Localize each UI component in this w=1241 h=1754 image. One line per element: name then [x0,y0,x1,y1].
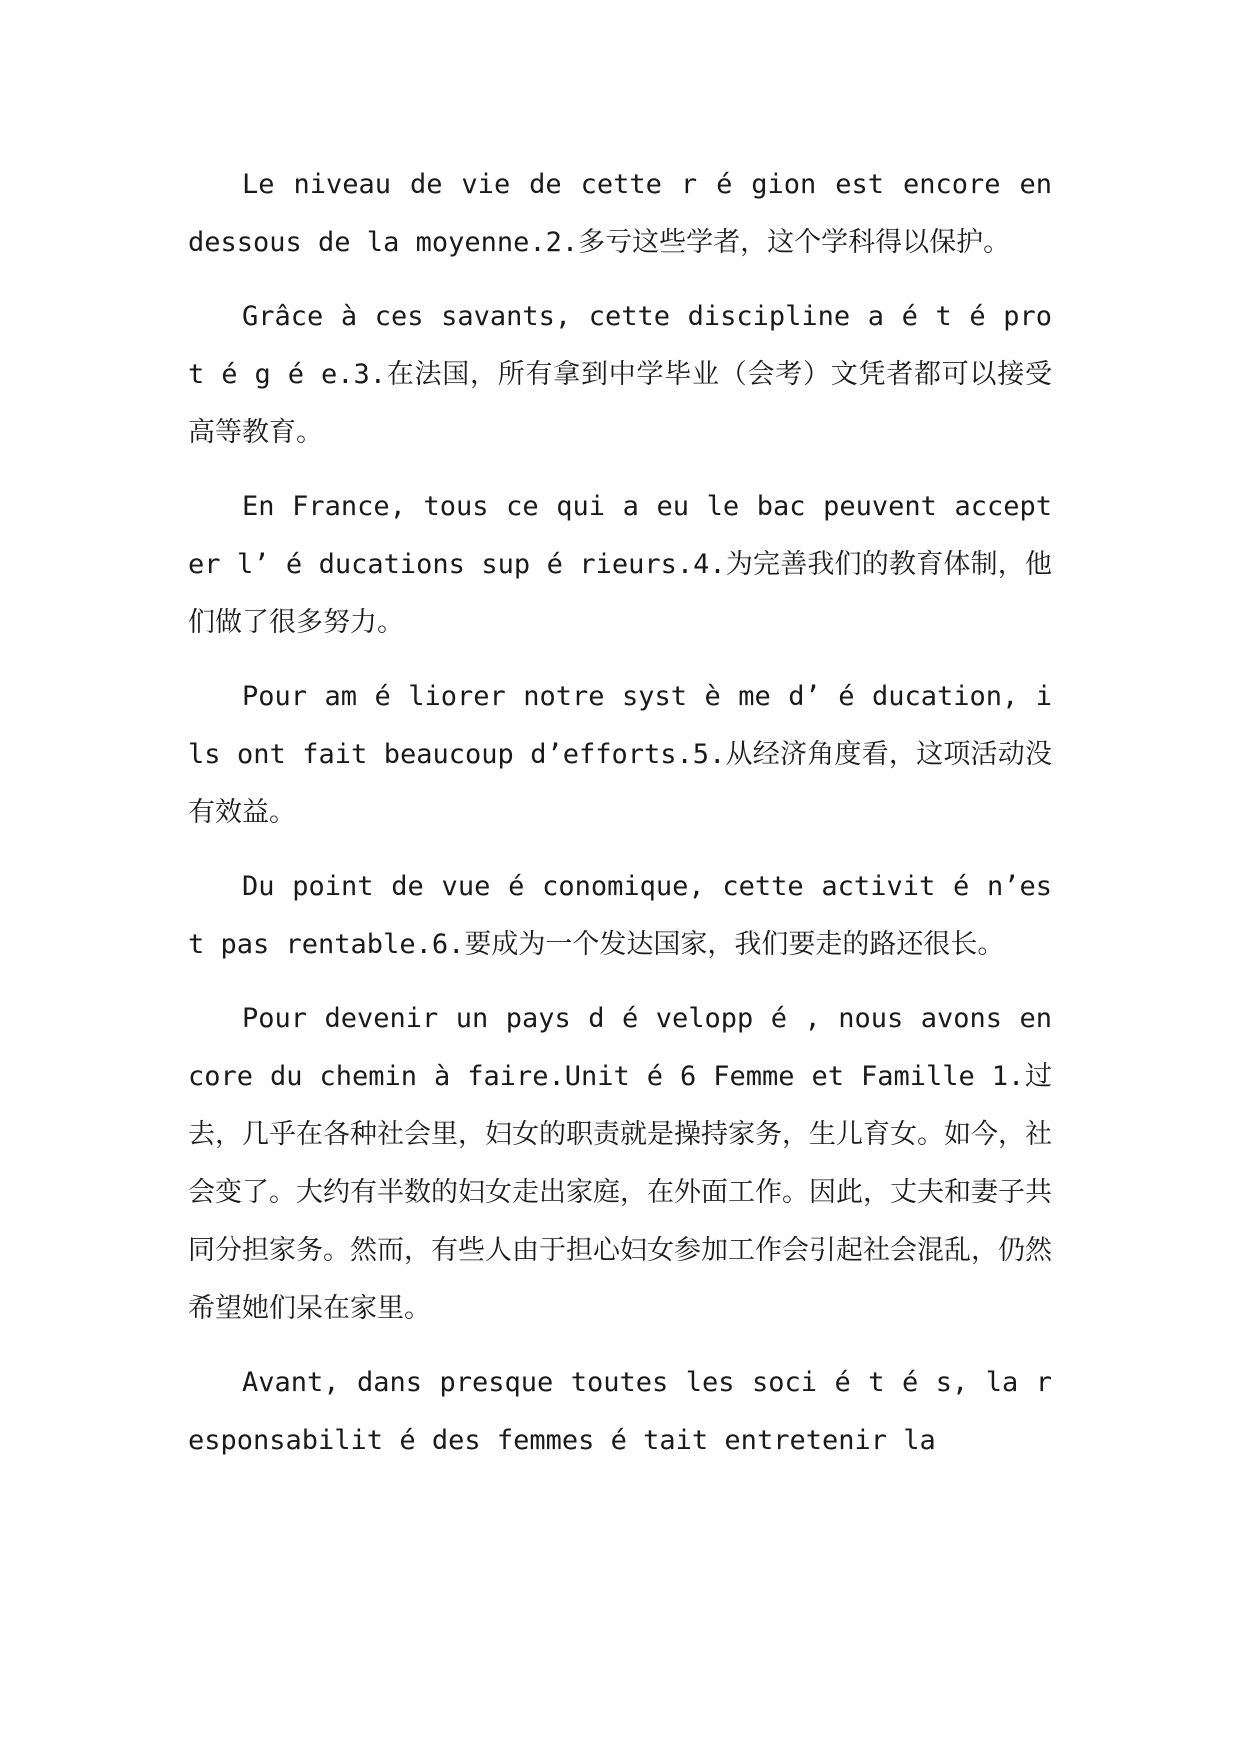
paragraph-7: Avant, dans presque toutes les soci é t é s, la responsabilit é des femmes é tait entretenir la [188,1367,1052,1456]
paragraph-2: Grâce à ces savants, cette discipline a é t é prot é g é e.3.在法国，所有拿到中学毕业（会考）文凭者都可以接受高等教育。 [188,301,1052,448]
paragraph-3: En France, tous ce qui a eu le bac peuvent accepter l’ é ducations sup é rieurs.4.为完善我们的教育体制，他们做了很多努力。 [188,491,1052,638]
paragraph-4: Pour am é liorer notre syst è me d’ é ducation, ils ont fait beaucoup d’efforts.5.从经济角度看，这项活动没有效益。 [188,681,1052,828]
paragraph-5: Du point de vue é conomique, cette activit é n’est pas rentable.6.要成为一个发达国家，我们要走的路还很长。 [188,871,1052,960]
paragraph-1: Le niveau de vie de cette r é gion est encore en dessous de la moyenne.2.多亏这些学者，这个学科得以保护。 [188,169,1052,258]
document-page [188,156,1052,1486]
paragraph-6: Pour devenir un pays d é velopp é , nous avons encore du chemin à faire.Unit é 6 Femme et Famille 1.过去，几乎在各种社会里，妇女的职责就是操持家务，生儿育女。如今，社会变了。大约有半数的妇女走出家庭，在外面工作。因此，丈夫和妻子共同分担家务。然而，有些人由于担心妇女参加工作会引起社会混乱，仍然希望她们呆在家里。 [188,1003,1052,1324]
